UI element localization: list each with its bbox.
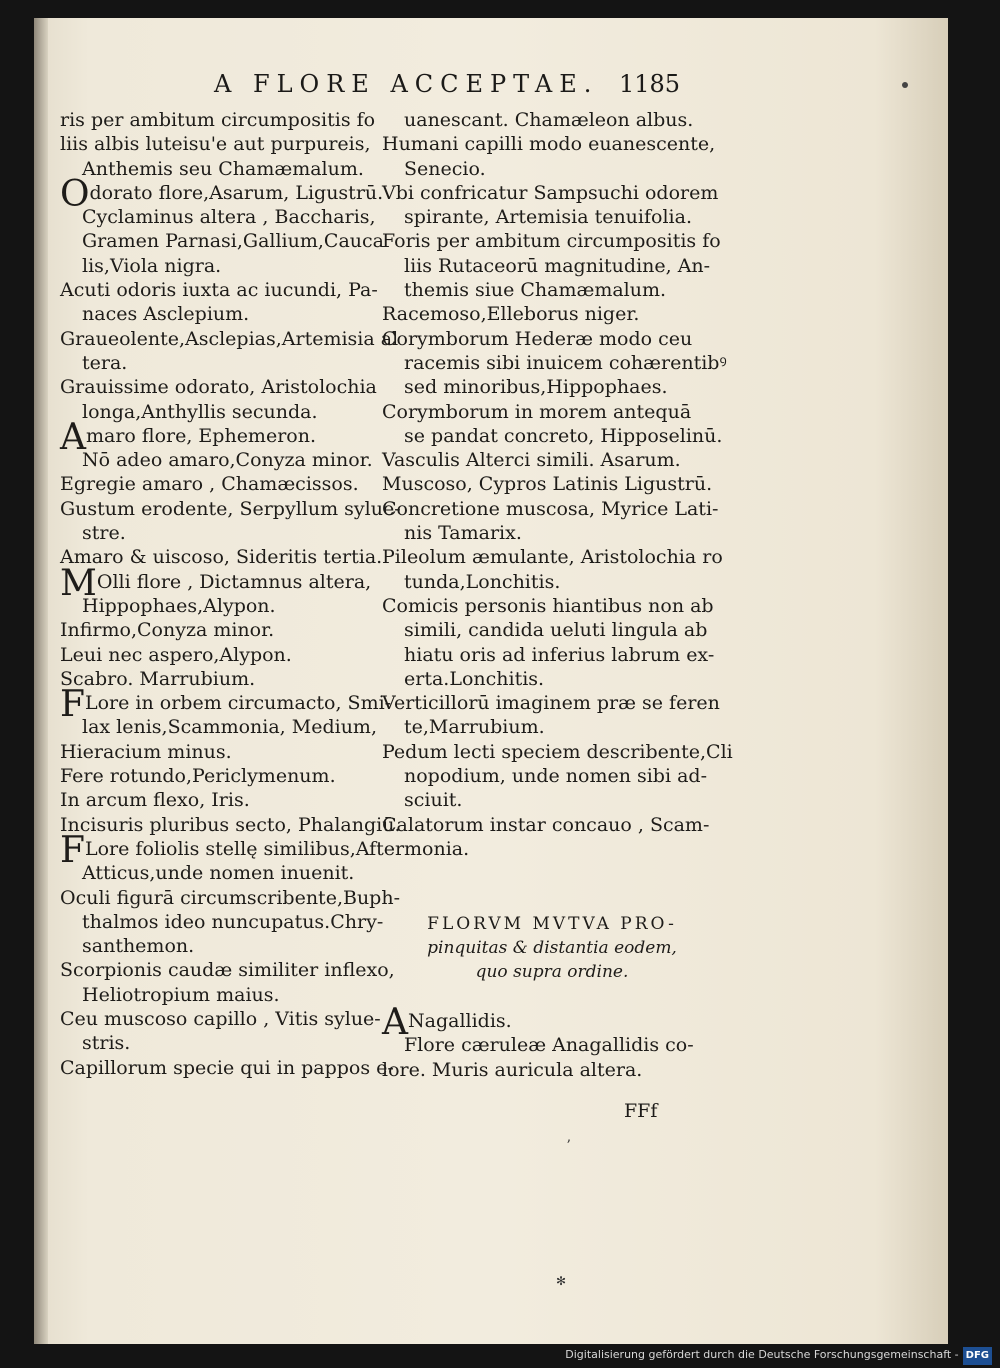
line-text: Comicis personis hiantibus non ab [382, 594, 714, 617]
line-text: simili, candida ueluti lingula ab [404, 619, 708, 642]
text-line [382, 327, 722, 351]
text-line [382, 691, 722, 715]
line-text: hiatu oris ad inferius labrum ex- [404, 643, 715, 666]
text-line [60, 229, 390, 253]
line-text: Capillorum specie qui in pappos e- [60, 1056, 394, 1079]
line-text: Anthemis seu Chamæmalum. [82, 157, 364, 180]
text-line [60, 375, 390, 399]
text-line [382, 545, 722, 569]
line-text: Gustum erodente, Serpyllum sylue- [60, 497, 401, 520]
line-text: te,Marrubium. [404, 716, 545, 739]
line-text: Foris per ambitum circumpositis fo [382, 230, 721, 253]
text-line [382, 788, 722, 812]
line-text: ris per ambitum circumpositis fo [60, 109, 376, 131]
line-text: Hieracium minus. [60, 740, 232, 763]
line-text: lis,Viola nigra. [82, 254, 222, 277]
text-line [60, 205, 390, 229]
line-text: Pedum lecti speciem describente,Cli [382, 740, 733, 763]
line-text: Infirmo,Conyza minor. [60, 619, 275, 642]
line-text: lore. Muris auricula altera. [382, 1058, 643, 1081]
credit-text: Digitalisierung gefördert durch die Deutsche Forschungsgemeinschaft - [565, 1348, 959, 1361]
line-text: Ceu muscoso capillo , Vitis sylue- [60, 1007, 381, 1030]
text-line [60, 416, 390, 458]
line-text: Cyclaminus altera , Baccharis, [82, 206, 376, 229]
line-text: Oculi figurā circumscribente,Buph- [60, 886, 400, 909]
line-text: Acuti odoris iuxta ac iucundi, Pa- [60, 279, 378, 302]
line-text: themis siue Chamæmalum. [404, 279, 667, 302]
line-text: dorato flore,Asarum, Ligustrū. [89, 181, 384, 204]
line-text: tera. [82, 351, 128, 374]
text-line [382, 302, 722, 326]
text-line [60, 472, 390, 496]
page-number: 1185 [619, 70, 681, 98]
line-text: Lore in orbem circumacto, Smi- [84, 692, 392, 715]
text-line [382, 1001, 722, 1043]
line-text: Corymborum Hederæ modo ceu [382, 327, 693, 350]
line-text: Scorpionis caudæ similiter inflexo, [60, 959, 395, 982]
text-line [60, 1031, 390, 1055]
line-text: Pileolum æmulante, Aristolochia ro [382, 546, 723, 569]
line-text: santhemon. [82, 935, 195, 958]
line-text: se pandat concreto, Hipposelinū. [404, 424, 723, 447]
text-line [60, 934, 390, 958]
line-text: Nō adeo amaro,Conyza minor. [82, 449, 373, 472]
line-text: nopodium, unde nomen sibi ad- [404, 765, 707, 788]
ornament-mark: ✻ [556, 1274, 567, 1288]
line-text: Racemoso,Elleborus niger. [382, 303, 640, 326]
line-text: Nagallidis. [408, 1009, 512, 1032]
line-text: Lore foliolis stellę similibus,After [84, 837, 405, 860]
text-line [60, 351, 390, 375]
text-line [60, 302, 390, 326]
line-text: Corymborum in morem antequā [382, 400, 692, 423]
line-text: sed minoribus,Hippophaes. [404, 376, 668, 399]
text-line [382, 667, 722, 691]
text-line [60, 132, 390, 156]
text-line [60, 983, 390, 1007]
text-line [60, 643, 390, 667]
line-text: Scabro. Marrubium. [60, 667, 256, 690]
text-line [60, 813, 401, 837]
text-line [60, 1056, 394, 1080]
line-text: tunda,Lonchitis. [404, 570, 561, 593]
line-text: Incisuris pluribus secto, Phalangiū. [60, 813, 401, 836]
spacer [382, 861, 722, 910]
left-text-column [60, 108, 405, 1080]
running-title: A FLORE ACCEPTAE. [214, 70, 599, 98]
line-text: racemis sibi inuicem cohærentibꝰ [404, 351, 727, 374]
line-text: Hippophaes,Alypon. [82, 594, 276, 617]
text-line [382, 229, 722, 253]
text-line [382, 715, 722, 739]
text-line [60, 618, 390, 642]
line-text: Flore cæruleæ Anagallidis co- [404, 1034, 694, 1057]
line-text: Humani capilli modo euanescente, [382, 133, 716, 156]
text-line [382, 205, 722, 229]
text-line [382, 813, 722, 837]
text-line [60, 254, 390, 278]
text-line [382, 375, 722, 399]
section-subtitle: pinquitas & distantia eodem, [427, 938, 677, 959]
text-line [60, 829, 405, 871]
text-line [60, 715, 390, 739]
line-text: Vasculis Alterci simili. Asarum. [382, 449, 681, 472]
spacer [382, 985, 722, 1009]
line-text: Verticillorū imaginem præ se feren [382, 692, 720, 715]
line-text: lax lenis,Scammonia, Medium, [82, 716, 377, 739]
text-line [60, 497, 401, 521]
line-text: Amaro & uiscoso, Sideritis tertia. [60, 546, 383, 569]
text-line [60, 521, 390, 545]
line-text: Senecio. [404, 157, 486, 180]
text-line [60, 327, 399, 351]
drop-initial: M [60, 562, 97, 604]
text-line [382, 254, 722, 278]
text-line [60, 764, 390, 788]
line-text: Leui nec aspero,Alypon. [60, 643, 292, 666]
text-line [60, 788, 390, 812]
line-text: longa,Anthyllis secunda. [82, 400, 318, 423]
text-line [60, 861, 390, 885]
line-text: In arcum flexo, Iris. [60, 789, 250, 812]
line-text: Graueolente,Asclepias,Artemisia al [60, 327, 399, 350]
line-text: uanescant. Chamæleon albus. [404, 109, 694, 131]
text-line [60, 562, 390, 604]
line-text: liis Rutaceorū magnitudine, An- [404, 254, 711, 277]
text-line [382, 278, 722, 302]
line-text: monia. [404, 837, 470, 860]
line-text: stre. [82, 522, 126, 545]
digitization-credit [565, 1346, 992, 1364]
text-line [382, 521, 722, 545]
line-text: liis albis luteisu'e aut purpureis, [60, 133, 371, 156]
text-line [60, 173, 390, 215]
text-line [382, 837, 722, 861]
text-line [60, 594, 390, 618]
text-line [382, 132, 722, 156]
text-line [60, 278, 390, 302]
signature-mark: FFf [624, 1100, 658, 1122]
text-line [60, 886, 400, 910]
text-line [382, 643, 722, 667]
line-text: Egregie amaro , Chamæcissos. [60, 473, 359, 496]
line-text: Gramen Parnasi,Gallium,Cauca [82, 230, 384, 253]
line-text: thalmos ideo nuncupatus.Chry- [82, 910, 384, 933]
text-line [382, 594, 722, 618]
line-text: naces Asclepium. [82, 303, 250, 326]
text-line [382, 181, 722, 205]
drop-initial: O [60, 173, 90, 215]
text-line [382, 351, 727, 375]
ink-spot [902, 82, 908, 88]
text-line [60, 545, 390, 569]
text-line [382, 764, 722, 788]
text-line [382, 400, 722, 424]
text-line [382, 570, 722, 594]
text-line [382, 1033, 722, 1057]
line-text: Heliotropium maius. [82, 983, 280, 1006]
text-line [382, 497, 722, 521]
line-text: Atticus,unde nomen inuenit. [82, 862, 355, 885]
section-subtitle: quo supra ordine. [475, 962, 629, 983]
line-text: Grauissime odorato, Aristolochia [60, 376, 377, 399]
text-line [60, 448, 390, 472]
text-line [382, 1058, 722, 1082]
line-text: spirante, Artemisia tenuifolia. [404, 206, 692, 229]
text-line [382, 740, 733, 764]
section-title: FLORVM MVTVA PRO- [427, 913, 677, 934]
text-line [60, 157, 390, 181]
line-text: Vbi confricatur Sampsuchi odorem [382, 181, 719, 204]
line-text: maro flore, Ephemeron. [86, 424, 316, 447]
text-line [60, 400, 390, 424]
drop-initial: F [60, 829, 85, 871]
drop-initial: F [60, 684, 85, 726]
dfg-logo: DFG [963, 1347, 992, 1365]
line-text: Fere rotundo,Periclymenum. [60, 765, 336, 788]
text-line [382, 448, 722, 472]
right-text-column [382, 108, 733, 1082]
text-line [382, 618, 722, 642]
text-line [60, 108, 390, 132]
book-page [34, 18, 948, 1344]
line-text: sciuit. [404, 789, 463, 812]
line-text: Calatorum instar concauo , Scam- [382, 813, 710, 836]
line-text: Concretione muscosa, Myrice Lati- [382, 497, 719, 520]
line-text: stris. [82, 1032, 131, 1055]
text-line [60, 1007, 390, 1031]
text-line [60, 740, 390, 764]
text-line [60, 667, 390, 691]
line-text: Muscoso, Cypros Latinis Ligustrū. [382, 473, 713, 496]
line-text: erta.Lonchitis. [404, 667, 545, 690]
text-line [382, 424, 722, 448]
text-line [60, 684, 392, 726]
line-text: Olli flore , Dictamnus altera, [96, 570, 372, 593]
drop-initial: A [60, 416, 86, 458]
text-line [60, 910, 390, 934]
text-line [382, 472, 722, 496]
line-text: nis Tamarix. [404, 522, 522, 545]
drop-initial: A [382, 1001, 408, 1043]
text-line [60, 958, 395, 982]
text-line [382, 108, 722, 132]
text-line [382, 157, 722, 181]
ink-mark: ʼ [566, 1138, 571, 1154]
